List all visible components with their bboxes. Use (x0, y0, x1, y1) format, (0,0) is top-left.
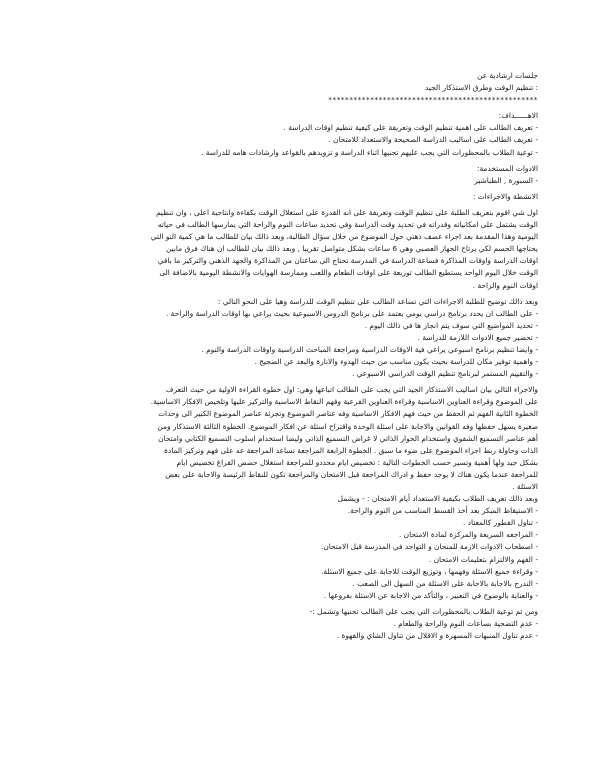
method-item: - تحديد المواضيع التي سوف يتم انجاز ها في ذالك اليوم . (364, 320, 538, 330)
forbidden-item: - عدم التضحية بساعات النوم والراحة والطعام . (393, 619, 538, 629)
exam-item: - الاستيقاظ المبكر بعد أخذ القسط المناسب من النوم والراحة. (347, 506, 538, 516)
intro-paragraph-line: الوقت يشتمل على امكانياته وقدراته في تحديد وقت الدراسة وفي تحديد ساعات النوم والراحة التي يمارسها الطالب في حياته (157, 220, 538, 230)
tools-text: - السبورة , الطباشير (474, 175, 538, 185)
exam-item: - المراجعه السريعة والمركزة لمادة الامتحان . (398, 530, 538, 540)
intro-paragraph-line: الوقت خلال اليوم الواحد يستطيع الطالب توزيعة على اوقات الطعام واللعب وممارسة الهوايات والانشطة اليومية بالاضافة الى (159, 268, 538, 278)
study-methods-line: الذات وحاولة ربط اجزاء الموضوع على ضوء ما سبق . الخطوة الرابعة المراجعة تساعد المراجعة عه على فهم وتركيز المادة (164, 445, 538, 455)
activities-heading: الانشطة والاجراءات : (472, 191, 538, 201)
method-item: - على الطالب ان يحدد برنامج دراسي يومي يعتمد على برنامج الدروس الاسبوعية بحيث يراعي بها اوقات الدراسة والراحة . (165, 308, 538, 318)
intro-paragraph-line: اوقات الدراسة واوقات المذاكرة فساعة الدراسة في المدرسة تحتاج الى ساعتان من المذاكرة والجهد الذهني والتركيز ما باقي (157, 256, 538, 266)
goals-heading: الاهــــــداف: (498, 111, 538, 121)
method-item: - والتقييم المستمر لبرنامج تنظيم الوقت الدراسي الاسبوعي . (351, 369, 538, 379)
forbidden-item: - عدم تناول المنبهات المسهرة و الاقلال من تناول الشاي والقهوة . (336, 631, 538, 641)
study-methods-line: للمراجعة عندما يكون هناك لا يوجد حفظ و ادراك المراجعة قبل الامتحان والمراجعة تكون للنقاط الرئيسة والاجابة على بعض (165, 469, 538, 479)
study-methods-line: بشكل جيد ولها أهمية وتسير حسب الخطوات التالية : تخصيص ايام محددو للمراجعة استغلال حصص الفراغ تخصيص ايام (176, 457, 538, 467)
intro-paragraph-line: اليومية وهذا المقدمة بعد اجراء عصف ذهني حول الموضوع من خلال سؤال الطالبة، وبعد ذالك بيان للطالب ما هي كمية النو التي (150, 232, 538, 242)
method-item: - وايضا تنظيم برنامج اسبوعي يراعي فية الاوقات الدراسية ومراجعة المباحث الدراسية واوقات الدراسة والنوم . (201, 344, 538, 354)
intro-paragraph-line: اوقات النوم والراحة . (472, 280, 538, 290)
exam-item: - الفهم والالتزام بتعليمات الامتحان . (428, 554, 538, 564)
goal-item: - تعريف الطالب على اساليب الدراسة الصحيحة والاستعداد للامتحان . (328, 135, 538, 145)
study-methods-line: والاجراء التالي بيان اساليب الاستذكار الجيد التي يجب على الطالب اتباعها وهي: اول خطوة القراءة الاولية من حيث التعرف (165, 385, 538, 395)
forbidden-intro: ومن ثم توعية الطلاب بالمحظورات التي يجب على الطالب تجنبها وتشمل :- (309, 606, 538, 616)
goal-item: - توعية الطلاب بالمحظورات التي يجب عليهم تجنبها اثناء الدراسة و تزويدهم بالقواعد وارشادات هامه للدراسة . (201, 147, 538, 157)
study-methods-line: الخطوة الثانية الفهم ثم الحفظ من حيث فهم الافكار الاساسية وفه عناصر الموضوع وتجزئة عناصر الموضوع الكبير الى وحدات (158, 409, 538, 419)
method-item: - تحضير جميع الادوات اللازمة للدراسة . (417, 332, 538, 342)
exam-item: - اصطحاب الادوات الازمة للمتحان و التواجد في المدرسة قبل الامتحان. (321, 542, 538, 552)
intro-paragraph-line: يحتاجها الجسم لكي يرتاح الجهاز العصبي وهي 6 ساعات بشكل متواصل تقريبا , وبعد ذالك بيان للطالب ان هناك فرق مابين (165, 244, 538, 254)
exam-item: - والعناية بالوضوح في التعبير ، والتأكد من الاجابة عن الاسئلة بفروعها . (323, 590, 538, 600)
study-methods-line: على الموضوع وقراءة العناوين الاساسية وقراءة العناوين الفرعية وفهم النقاط الاساسية والتركيز عليها وتلخيص الافكار الاساسية. (150, 397, 538, 407)
exam-item: - وقراءة جميع الاسئلة وفهمها ، وتوزيع الوقت للاجابة على جميع الاسئلة. (321, 566, 538, 576)
exam-intro: وبعد ذالك تعريف الطلاب بكيفية الاستعداد أيام الامتحان : - ويشمل (337, 494, 538, 504)
study-methods-line: صغيرة يسهل حفظها وفه القوانين والاجابة على اسئلة الوحدة واقتراح اسئلة عن افكار الموضوع. الخطوة الثالثة الاستذكار ومن (157, 421, 538, 431)
tools-heading: الادوات المستخدمة: (477, 163, 538, 173)
method-item: - واهمية توفير مكان للدراسة بحيث يكون مناسب من حيث الهدوء والانارة والبعد عن الضجيج . (254, 357, 538, 367)
method-intro: وبعد ذالك توضيح للطلبة الاجراءات التي تساعد الطالب على تنظيم الوقت للدراسة وهيا على النحو التالي : (217, 296, 538, 306)
session-subtitle: : تنظيم الوقت وطرق الاستذكار الجيد (424, 83, 538, 93)
study-methods-line: أهم عناصر التسميع الشفوي واستخدام الحوار الذاتي لا غراض التسميع الذاتي وليضا استخدام اسلوب التسميع الكتابي وامتحان (158, 433, 538, 443)
exam-item: - التدرج بالاجابة بالاجابة على الاسئلة من السهل الى الصعب . (352, 578, 538, 588)
star-separator: ************************************************** (328, 95, 538, 105)
intro-paragraph-line: اول شي اقوم بتعريف الطلبة على تنظيم الوقت وتعريفة على انه القدرة على استغلال الوقت بكفاءة وانتاجية اعلى ، وان تنظيم (155, 207, 538, 217)
exam-item: - تناول الفطور كالمعتاد . (462, 518, 538, 528)
session-title: جلسات ارشادية عن (477, 71, 538, 80)
document-page (78, 70, 538, 642)
goal-item: - تعريف الطالب على اهمية تنظيم الوقت وتعريفة على كيفية تنظيم اوقات الدراسة . (283, 123, 538, 133)
study-methods-line: الاسئلة . (512, 482, 538, 491)
